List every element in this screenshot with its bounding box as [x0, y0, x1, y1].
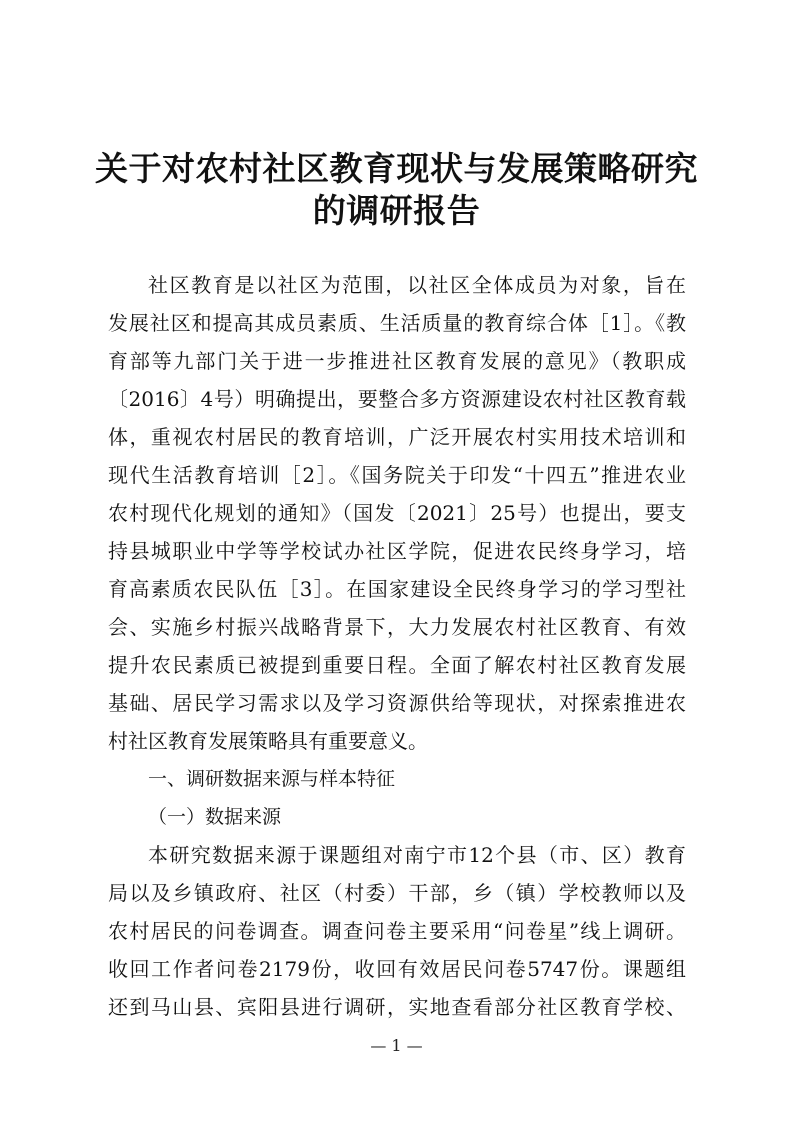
document-title-line-2: 的调研报告 [312, 191, 481, 230]
paragraph-1-line: 基础、居民学习需求以及学习资源供给等现状，对探索推进农 [108, 691, 686, 715]
paragraph-2-line: 本研究数据来源于课题组对南宁市12个县（市、区）教育 [148, 843, 686, 867]
paragraph-1-line: 发展社区和提高其成员素质、生活质量的教育综合体［1］。《教 [108, 311, 686, 335]
paragraph-1-line: 〔2016〕4号）明确提出，要整合多方资源建设农村社区教育载 [108, 387, 686, 411]
paragraph-1-line: 农村现代化规划的通知》（国发〔2021〕25号）也提出，要支 [108, 501, 686, 525]
paragraph-1-line: 提升农民素质已被提到重要日程。全面了解农村社区教育发展 [108, 653, 686, 677]
subsection-heading-1: （一）数据来源 [148, 806, 282, 828]
paragraph-1-line: 育部等九部门关于进一步推进社区教育发展的意见》（教职成 [108, 349, 686, 373]
paragraph-1-line: 育高素质农民队伍［3］。在国家建设全民终身学习的学习型社 [108, 577, 686, 601]
paragraph-2-line: 局以及乡镇政府、社区（村委）干部，乡（镇）学校教师以及 [108, 881, 686, 905]
document-title-line-1: 关于对农村社区教育现状与发展策略研究 [95, 149, 698, 188]
paragraph-1-line: 村社区教育发展策略具有重要意义。 [108, 729, 428, 753]
paragraph-1-line: 体，重视农村居民的教育培训，广泛开展农村实用技术培训和 [108, 425, 686, 449]
paragraph-1-line: 现代生活教育培训［2］。《国务院关于印发“十四五”推进农业 [108, 463, 686, 487]
paragraph-2-line: 还到马山县、宾阳县进行调研，实地查看部分社区教育学校、 [108, 995, 686, 1019]
paragraph-2-line: 农村居民的问卷调查。调查问卷主要采用“问卷星”线上调研。 [108, 919, 686, 943]
section-heading-1: 一、调研数据来源与样本特征 [148, 768, 396, 790]
paragraph-1-line: 会、实施乡村振兴战略背景下，大力发展农村社区教育、有效 [108, 615, 686, 639]
paragraph-1-line: 持县城职业中学等学校试办社区学院，促进农民终身学习，培 [108, 539, 686, 563]
paragraph-1-line: 社区教育是以社区为范围，以社区全体成员为对象，旨在 [148, 273, 686, 297]
paragraph-2-line: 收回工作者问卷2179份，收回有效居民问卷5747份。课题组 [108, 957, 686, 981]
page-number: — 1 — [370, 1036, 423, 1055]
